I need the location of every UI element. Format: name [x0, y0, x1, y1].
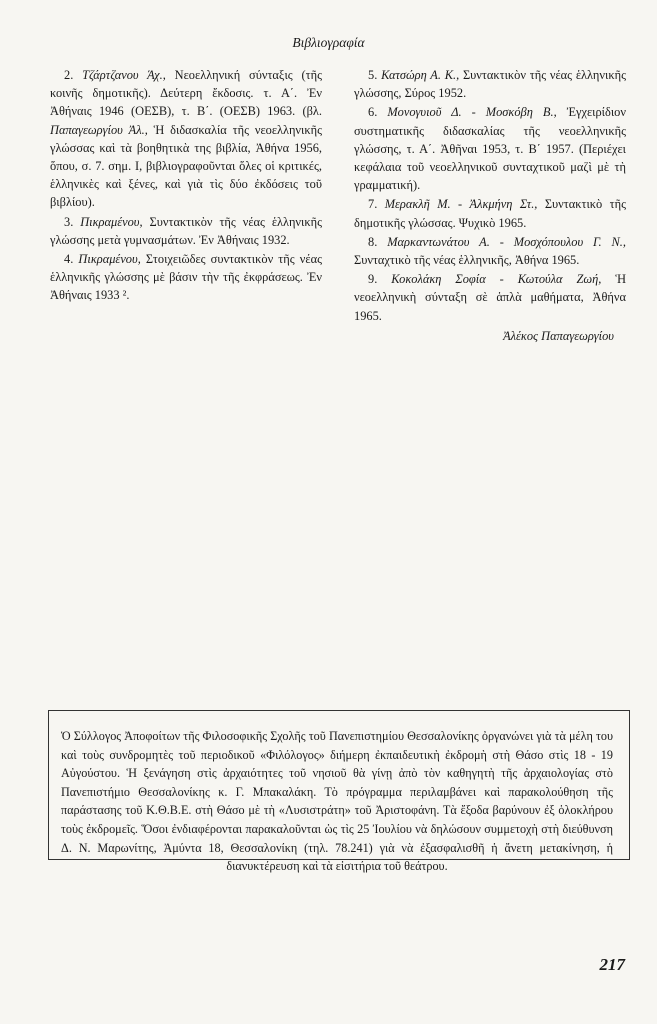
entry-author: Κοκολάκη Σοφία - Κωτούλα Ζωή, — [391, 272, 602, 287]
entry-number: 8. — [368, 234, 378, 249]
entry-text: Ἡ νεοελληνικὴ σύνταξη σὲ ἁπλὰ μαθήματα, Ἀθήνα 1965. — [354, 272, 626, 323]
entry-number: 9. — [368, 272, 378, 287]
author-signature: Ἀλέκος Παπαγεωργίου — [503, 328, 614, 343]
bibliography-entry-4 — [50, 250, 322, 305]
page-number: 217 — [599, 955, 625, 974]
entry-number: 4. — [64, 252, 74, 267]
bibliography-entry-3 — [50, 213, 322, 249]
entry-text: Συντακτικὸν τῆς νέας ἑλληνικῆς γλώσσης μετὰ γυμνασμάτων. Ἐν Ἀθήναις 1932. — [50, 214, 322, 247]
announcement-text: Ὁ Σύλλογος Ἀποφοίτων τῆς Φιλοσοφικῆς Σχολῆς τοῦ Πανεπιστημίου Θεσσαλονίκης ὀργανώνει γιὰ τὰ μέλη του καὶ τοὺς συνδρομητὲς τοῦ περιοδικοῦ «Φιλόλογος» διήμερη ἐκπαιδευτικὴ ἐκδρομὴ στὴ Θάσο στὶς 18 - 19 Αὐγούστου. Ἡ ξενάγηση στὶς ἀρχαιότητες τοῦ νησιοῦ θὰ γίνῃ ἀπὸ τὸν καθηγητὴ τῆς ἀρχαιολογίας στὸ Πανεπιστήμιο Θεσσαλονίκης κ. Γ. Μπακαλάκη. Τὸ πρόγραμμα περιλαμβάνει καὶ παρακολούθηση τῆς παράστασης τοῦ Κ.Θ.Β.Ε. στὴ Θάσο μὲ τὴ «Λυσιστράτη» τοῦ Ἀριστοφάνη. Τὰ ἔξοδα βαρύνουν ἐξ ὁλοκλήρου τοὺς ἐκδρομεῖς. Ὅσοι ἐνδιαφέρονται παρακαλοῦνται ὡς τὶς 25 Ἰουλίου νὰ δηλώσουν συμμετοχὴ στὴ διεύθυνση Δ. Ν. Μαρωνίτης, Ἀμύντα 18, Θεσσαλονίκη (τηλ. 78.241) γιὰ νὰ ἐξασφαλισθῆ ἡ ἄνετη μετακίνηση, ἡ διανυκτέρευση καὶ τὰ εἰσιτήρια τοῦ θεάτρου. — [61, 729, 613, 874]
running-head: Βιβλιογραφία — [292, 35, 365, 50]
entry-number: 6. — [368, 105, 378, 120]
entry-number: 5. — [368, 68, 378, 82]
bibliography-left-column — [50, 66, 322, 306]
entry-number: 2. — [64, 68, 74, 82]
bibliography-entry-5 — [354, 66, 626, 102]
bibliography-entry-7 — [354, 195, 626, 231]
entry-author: Πικραμένου, — [80, 214, 143, 229]
entry-text: Συντακτικὸ τῆς δημοτικῆς γλώσσας. Ψυχικὸ 1965. — [354, 197, 626, 230]
entry-author: Τζάρτζανου Άχ., — [82, 68, 166, 82]
entry-text: Στοιχειῶδες συντακτικὸν τῆς νέας ἑλληνικῆς γλώσσης μὲ βάσιν τὴν τῆς ἐκφράσεως. Ἐν Ἀθήναις 1933 ². — [50, 252, 322, 303]
entry-author: Πικραμένου, — [78, 252, 141, 267]
entry-author: Μονογυιοῦ Δ. - Μοσκόβη Β., — [387, 105, 557, 120]
entry-text: Νεοελληνική σύνταξις (τῆς κοινῆς δημοτικῆς). Δεύτερη ἔκδοσις. τ. Α΄. Ἐν Ἀθήναις 1946 (ΟΕΣΒ), τ. Β΄. (ΟΕΣΒ) 1963. (βλ. — [50, 68, 322, 119]
entry-text: Ἐγχειρίδιον συστηματικῆς διδασκαλίας τῆς νεοελληνικῆς γλώσσης, τ. Α΄. Ἀθῆναι 1953, τ. Β΄ 1957. (Περιέχει κεφάλαια τοῦ νεοελληνικοῦ συνταχτικοῦ μαζὶ μὲ τὴ γραμματική). — [354, 105, 626, 193]
entry-number: 7. — [368, 197, 378, 212]
entry-text: Συνταχτικὸ τῆς νέας ἑλληνικῆς, Ἀθήνα 1965. — [354, 253, 580, 268]
entry-number: 3. — [64, 214, 74, 229]
bibliography-entry-2 — [50, 66, 322, 212]
entry-author: Μερακλῆ Μ. - Ἀλκμήνη Στ., — [384, 197, 538, 212]
announcement-box — [48, 710, 630, 874]
bibliography-right-column — [354, 66, 626, 345]
entry-text-reference: Ἡ διδασκαλία τῆς νεοελληνικῆς γλώσσας καὶ τὰ βοηθητικὰ της βιβλία, Ἀθήνα 1956, ὅπου, σ. 7. σημ. I, βιβλιογραφοῦνται ὅλες οἱ κριτικές, ἑλληνικὲς καὶ ξένες, καὶ γιὰ τὶς δύο ἐκδόσεις τοῦ βιβλίου). — [50, 122, 322, 210]
entry-author: Κατσώρη Α. Κ., — [381, 68, 460, 82]
entry-text: Συντακτικὸν τῆς νέας ἑλληνικῆς γλώσσης, Σύρος 1952. — [354, 68, 626, 101]
bibliography-entry-6 — [354, 103, 626, 194]
entry-author-reference: Παπαγεωργίου Ἀλ., — [50, 122, 148, 137]
bibliography-entry-8 — [354, 233, 626, 269]
bibliography-entry-9 — [354, 270, 626, 325]
entry-author: Μαρκαντωνάτου Α. - Μοσχόπουλου Γ. Ν., — [387, 234, 626, 249]
